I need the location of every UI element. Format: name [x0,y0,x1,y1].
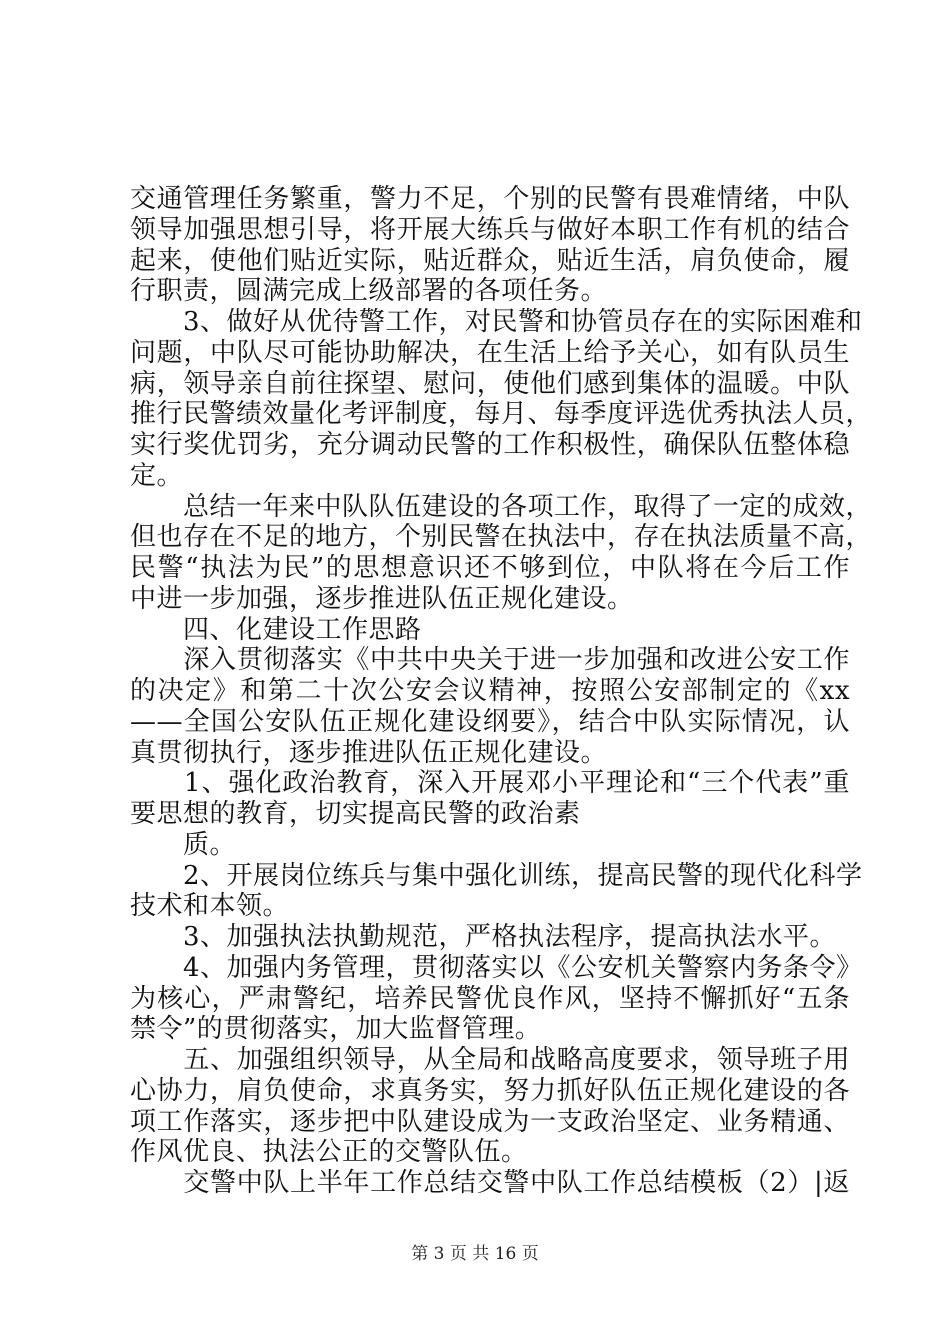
text-line: 质。 [130,830,237,860]
text-line: 行职责，圆满完成上级部署的各项任务。 [130,276,608,306]
text-line: 3、加强执法执勤规范，严格执法程序，提高执法水平。 [130,922,837,952]
text-line: 4、加强内务管理，贯彻落实以《公安机关警察内务条令》 [130,953,863,983]
text-line: 问题，中队尽可能协助解决，在生活上给予关心，如有队员生 [130,338,850,368]
text-line: 四、化建设工作思路 [130,615,422,645]
text-line: 作风优良、执法公正的交警队伍。 [130,1137,528,1167]
text-line: 定。 [130,461,184,491]
text-line: 但也存在不足的地方，个别民警在执法中，存在执法质量不高， [130,522,873,552]
text-line: 要思想的教育，切实提高民警的政治素 [130,799,581,829]
text-line: 领导加强思想引导，将开展大练兵与做好本职工作有机的结合 [130,215,850,245]
text-line: 起来，使他们贴近实际，贴近群众，贴近生活，肩负使命，履 [130,246,850,276]
page-footer: 第 3 页 共 16 页 [411,1244,539,1264]
text-line: 实行奖优罚劣，充分调动民警的工作积极性，确保队伍整体稳 [130,430,850,460]
text-line: 禁令”的贯彻落实，加大监督管理。 [130,1014,542,1044]
text-line: 深入贯彻落实《中共中央关于进一步加强和改进公安工作 [130,645,850,675]
text-line: 3、做好从优待警工作，对民警和协管员存在的实际困难和 [130,307,863,337]
text-line: 五、加强组织领导，从全局和战略高度要求，领导班子用 [130,1045,850,1075]
text-line: ——全国公安队伍正规化建设纲要》，结合中队实际情况，认 [130,707,850,737]
text-line: 交警中队上半年工作总结交警中队工作总结模板（2）|返 [130,1168,850,1198]
text-line: 总结一年来中队队伍建设的各项工作，取得了一定的成效， [130,492,873,522]
text-line: 交通管理任务繁重，警力不足，个别的民警有畏难情绪，中队 [130,184,850,214]
text-line: 的决定》和第二十次公安会议精神，按照公安部制定的《xx [130,676,850,706]
text-line: 心协力，肩负使命，求真务实，努力抓好队伍正规化建设的各 [130,1076,850,1106]
text-line: 推行民警绩效量化考评制度，每月、每季度评选优秀执法人员， [130,399,873,429]
text-line: 民警“执法为民”的思想意识还不够到位，中队将在今后工作 [130,553,850,583]
text-line: 技术和本领。 [130,891,290,921]
text-line: 中进一步加强，逐步推进队伍正规化建设。 [130,584,634,614]
text-line: 为核心，严肃警纪，培养民警优良作风，坚持不懈抓好“五条 [130,984,850,1014]
text-line: 真贯彻执行，逐步推进队伍正规化建设。 [130,738,608,768]
text-line: 2、开展岗位练兵与集中强化训练，提高民警的现代化科学 [130,861,863,891]
text-line: 项工作落实，逐步把中队建设成为一支政治坚定、业务精通、 [130,1107,850,1137]
text-line: 1、强化政治教育，深入开展邓小平理论和“三个代表”重 [130,768,850,798]
text-line: 病，领导亲自前往探望、慰问，使他们感到集体的温暖。中队 [130,369,850,399]
